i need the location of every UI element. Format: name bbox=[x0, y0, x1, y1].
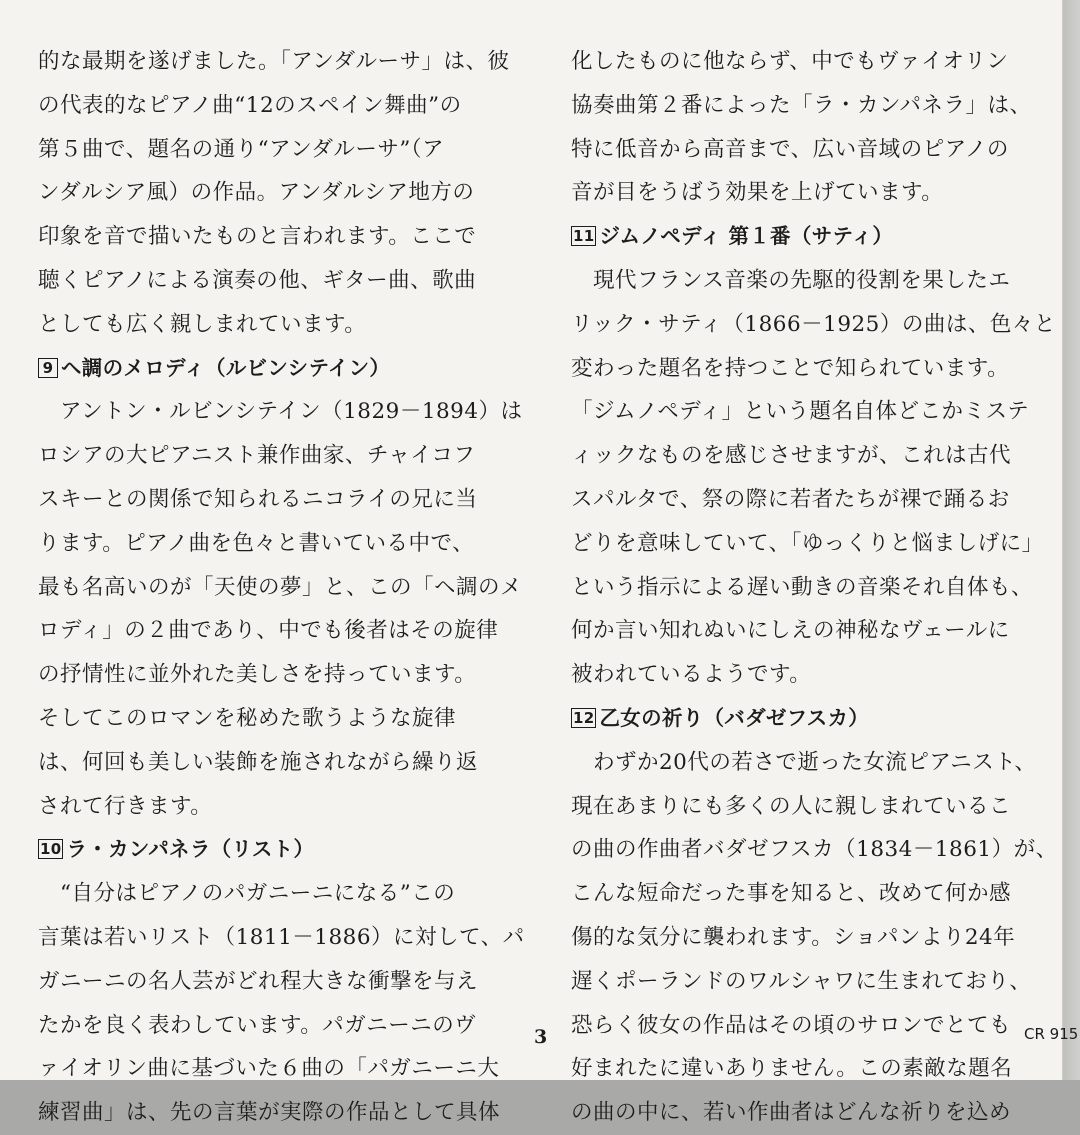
text-line: 印象を音で描いたものと言われます。ここで bbox=[38, 224, 477, 250]
section-title: ジムノペディ 第１番（サティ） bbox=[599, 224, 894, 249]
text-line: そしてこのロマンを秘めた歌うような旋律 bbox=[38, 705, 457, 731]
text-line: 遅くポーランドのワルシャワに生まれており、 bbox=[571, 968, 1032, 994]
text-line: ロディ」の２曲であり、中でも後者はその旋律 bbox=[38, 618, 499, 644]
text-line: アントン・ルビンシテイン（1829－1894）は bbox=[38, 399, 523, 425]
section-heading-11 bbox=[571, 215, 1061, 259]
text-line: 傷的な気分に襲われます。ショパンより24年 bbox=[571, 924, 1016, 950]
text-line: 言葉は若いリスト（1811－1886）に対して、パ bbox=[38, 924, 525, 950]
section-heading-12 bbox=[571, 697, 1061, 741]
text-line: 特に低音から高音まで、広い音域のピアノの bbox=[571, 136, 1009, 162]
section-heading-10 bbox=[38, 828, 528, 872]
text-line: どりを意味していて、「ゆっくりと悩ましげに」 bbox=[571, 530, 1044, 556]
text-line: ンダルシア風）の作品。アンダルシア地方の bbox=[38, 180, 475, 206]
right-column bbox=[571, 40, 1061, 1135]
text-line: ィックなものを感じさせますが、これは古代 bbox=[571, 443, 1012, 469]
text-line: スパルタで、祭の際に若者たちが裸で踊るお bbox=[571, 486, 1010, 512]
text-line: 被われているようです。 bbox=[571, 662, 812, 688]
section-title: ラ・カンパネラ（リスト） bbox=[66, 837, 315, 862]
track-number-badge: 11 bbox=[573, 227, 595, 246]
text-line: たかを良く表わしています。パガニーニのヴ bbox=[38, 1012, 477, 1038]
text-line: の代表的なピアノ曲“12のスペイン舞曲”の bbox=[38, 92, 462, 118]
text-line: の曲の作曲者バダゼフスカ（1834－1861）が、 bbox=[571, 837, 1058, 863]
text-line: されて行きます。 bbox=[38, 793, 213, 819]
catalog-number: CR 915 bbox=[1024, 1025, 1079, 1043]
text-line: こんな短命だった事を知ると、改めて何か感 bbox=[571, 881, 1012, 907]
text-line: 変わった題名を持つことで知られています。 bbox=[571, 355, 1010, 381]
section-title: 乙女の祈り（バダゼフスカ） bbox=[599, 705, 870, 730]
text-line: としても広く親しまれています。 bbox=[38, 311, 367, 337]
page-number: 3 bbox=[534, 1026, 548, 1048]
track-number-badge: 9 bbox=[38, 358, 58, 378]
text-line: 的な最期を遂げました。「アンダルーサ」は、彼 bbox=[38, 49, 510, 74]
text-line: リック・サティ（1866－1925）の曲は、色々と bbox=[571, 311, 1056, 337]
text-line: の抒情性に並外れた美しさを持っています。 bbox=[38, 662, 477, 688]
left-column bbox=[38, 40, 528, 1135]
text-line: の曲の中に、若い作曲者はどんな祈りを込め bbox=[571, 1100, 1012, 1126]
section-heading-9 bbox=[38, 347, 528, 391]
text-line: ガニーニの名人芸がどれ程大きな衝撃を与え bbox=[38, 968, 479, 994]
text-line: は、何回も美しい装飾を施されながら繰り返 bbox=[38, 749, 479, 775]
text-line: 何か言い知れぬいにしえの神秘なヴェールに bbox=[571, 618, 1010, 644]
text-line: 化したものに他ならず、中でもヴァイオリン bbox=[571, 49, 1009, 74]
text-line: ロシアの大ピアニスト兼作曲家、チャイコフ bbox=[38, 443, 476, 469]
text-line: 協奏曲第２番によった「ラ・カンパネラ」は、 bbox=[571, 92, 1032, 118]
text-line: ァイオリン曲に基づいた６曲の「パガニーニ大 bbox=[38, 1056, 500, 1082]
text-line: “自分はピアノのパガニーニになる”この bbox=[38, 881, 456, 907]
text-line: 第５曲で、題名の通り“アンダルーサ”（ア bbox=[38, 136, 445, 162]
text-line: 練習曲」は、先の言葉が実際の作品として具体 bbox=[38, 1100, 501, 1126]
text-line: 音が目をうばう効果を上げています。 bbox=[571, 180, 944, 206]
section-title: ヘ調のメロディ（ルビンシテイン） bbox=[61, 355, 391, 380]
text-line: 好まれたに違いありません。この素敵な題名 bbox=[571, 1056, 1013, 1082]
text-line: 「ジムノペディ」という題名自体どこかミステ bbox=[571, 399, 1030, 425]
text-line: 聴くピアノによる演奏の他、ギター曲、歌曲 bbox=[38, 267, 477, 293]
text-line: 現在あまりにも多くの人に親しまれているこ bbox=[571, 793, 1012, 819]
text-line: スキーとの関係で知られるニコライの兄に当 bbox=[38, 486, 478, 512]
text-line: 最も名高いのが「天使の夢」と、この「ヘ調のメ bbox=[38, 574, 523, 600]
text-line: わずか20代の若さで逝った女流ピアニスト、 bbox=[571, 749, 1037, 775]
track-number-badge: 12 bbox=[573, 708, 595, 727]
text-line: ります。ピアノ曲を色々と書いている中で、 bbox=[38, 530, 475, 556]
text-line: という指示による遅い動きの音楽それ自体も、 bbox=[571, 574, 1034, 600]
track-number-badge: 10 bbox=[40, 840, 62, 859]
text-line: 現代フランス音楽の先駆的役割を果したエ bbox=[571, 267, 1011, 293]
text-line: 恐らく彼女の作品はその頃のサロンでとても bbox=[571, 1012, 1012, 1038]
